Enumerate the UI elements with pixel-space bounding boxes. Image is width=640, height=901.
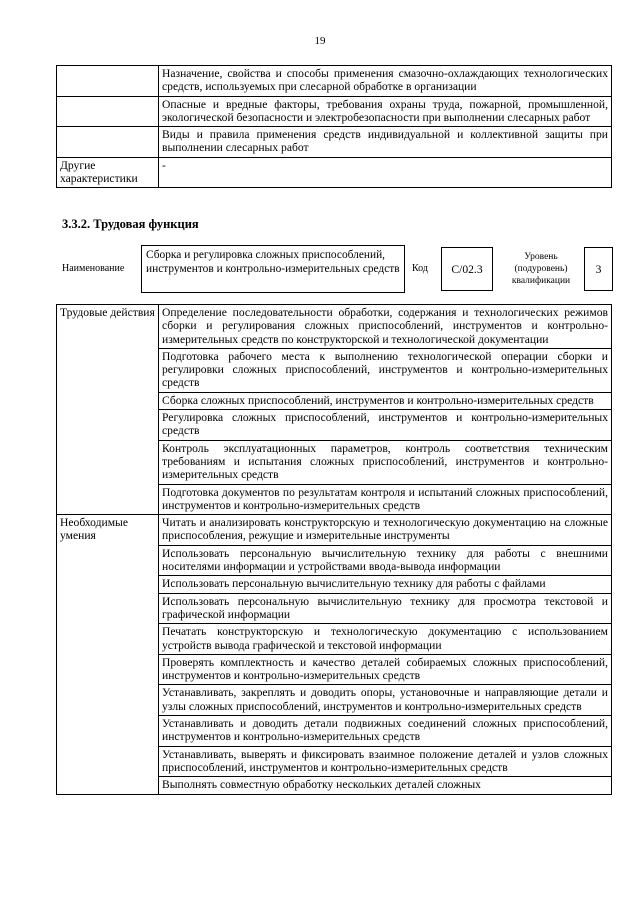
row-text: Назначение, свойства и способы применения смазочно-охлаждающих технологических средств, используемых при слесарной обработке в организации [159,66,612,97]
code-label: Код [412,263,428,274]
function-code-box: С/02.3 [441,247,493,291]
function-header [56,243,616,295]
group-label-skills: Необходимые умения [57,515,159,794]
list-item: Устанавливать, выверять и фиксировать взаимное положение деталей и узлов сложных приспособлений, инструментов и контрольно-измерительных средств [159,746,612,777]
list-item: Регулировка сложных приспособлений, инструментов и контрольно-измерительных средств [159,410,612,441]
row-label [57,66,159,97]
list-item: Контроль эксплуатационных параметров, контроль соответствия техническим требованиям и испытания сложных приспособлений, инструментов и контрольно-измерительных средств [159,440,612,484]
table-row [57,515,612,546]
list-item: Определение последовательности обработки, содержания и технологических режимов сборки и регулирования сложных приспособлений, инструментов и контрольно-измерительных средств по конструкторской и технологической документации [159,305,612,349]
section-heading: 3.3.2. Трудовая функция [62,217,199,231]
top-table [56,65,612,188]
table-row [57,66,612,97]
row-label [57,127,159,158]
table-row [57,157,612,188]
list-item: Подготовка рабочего места к выполнению технологической операции сборки и регулировки сложных приспособлений, инструментов и контрольно-измерительных средств [159,348,612,392]
function-name-box: Сборка и регулировка сложных приспособлений, инструментов и контрольно-измерительных средств [141,245,405,293]
other-characteristics-value: - [159,157,612,188]
list-item: Устанавливать, закреплять и доводить опоры, установочные и направляющие детали и узлы сложных приспособлений, инструментов и контрольно-измерительных средств [159,685,612,716]
table-row [57,305,612,349]
list-item: Читать и анализировать конструкторскую и технологическую документацию на сложные приспособления, режущие и измерительные инструменты [159,515,612,546]
list-item: Печатать конструкторскую и технологическую документацию с использованием устройств вывода графической и текстовой информации [159,624,612,655]
other-characteristics-label: Другие характеристики [57,157,159,188]
list-item: Использовать персональную вычислительную технику для работы с файлами [159,576,612,593]
list-item: Использовать персональную вычислительную технику для работы с внешними носителями информации и устройствами ввода-вывода информации [159,545,612,576]
group-label-actions: Трудовые действия [57,305,159,515]
list-item: Проверять комплектность и качество деталей собираемых сложных приспособлений, инструментов и контрольно-измерительных средств [159,654,612,685]
name-label: Наименование [62,263,125,274]
list-item: Устанавливать и доводить детали подвижных соединений сложных приспособлений, инструментов и контрольно-измерительных средств [159,716,612,747]
table-row [57,127,612,158]
list-item: Сборка сложных приспособлений, инструментов и контрольно-измерительных средств [159,392,612,409]
table-row [57,96,612,127]
page-number: 19 [314,35,326,47]
row-text: Опасные и вредные факторы, требования охраны труда, пожарной, промышленной, экологической безопасности и электробезопасности при выполнении слесарных работ [159,96,612,127]
list-item: Выполнять совместную обработку нескольких деталей сложных [159,777,612,794]
level-box: 3 [584,247,613,291]
level-label: Уровень (подуровень) квалификации [511,252,571,286]
list-item: Подготовка документов по результатам контроля и испытаний сложных приспособлений, инструментов и контрольно-измерительных средств [159,484,612,515]
list-item: Использовать персональную вычислительную технику для просмотра текстовой и графической информации [159,593,612,624]
row-label [57,96,159,127]
main-table [56,304,612,795]
row-text: Виды и правила применения средств индивидуальной и коллективной защиты при выполнении слесарных работ [159,127,612,158]
